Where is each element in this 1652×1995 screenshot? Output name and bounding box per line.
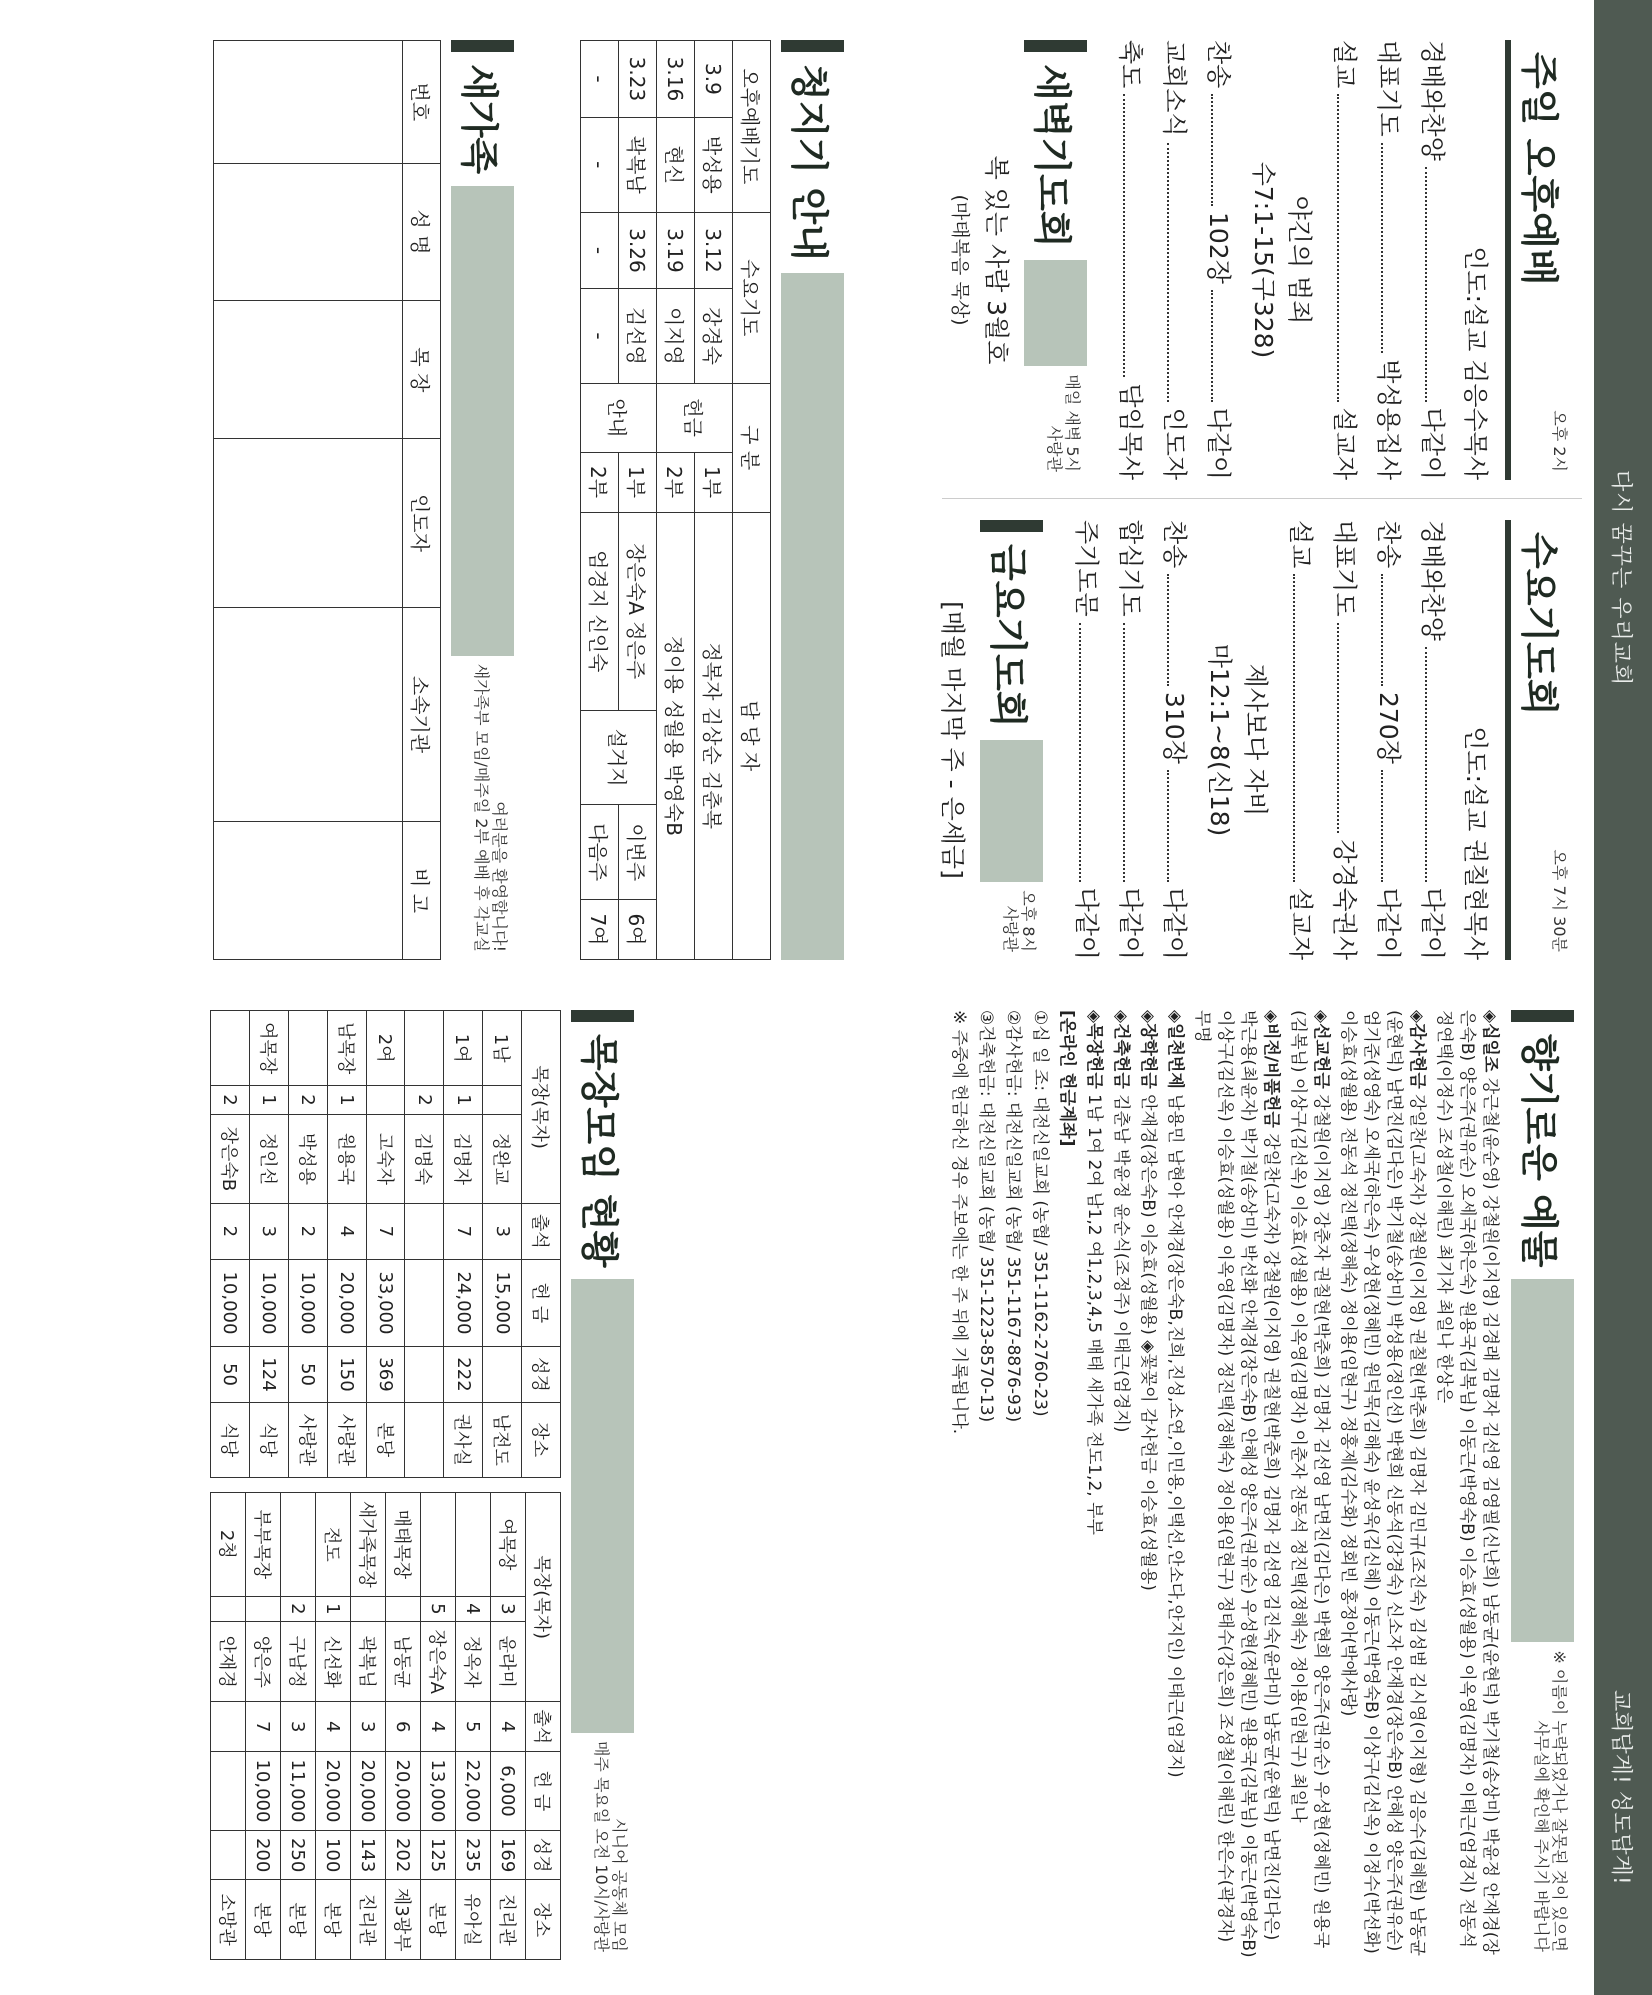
cell-off: 10,000 — [211, 1259, 250, 1347]
section-title: 새가족 — [457, 64, 501, 175]
table-row: - - - - 2부 엄경지 신인숙 다음주 7여 — [581, 41, 619, 960]
cell-att: 4 — [327, 1204, 366, 1259]
section-title: 수요기도회 — [1517, 532, 1561, 716]
table-row — [281, 1493, 316, 1960]
cell-name: 양은주 — [246, 1622, 281, 1702]
sermon-ref: 마12:1~8(신18) — [1205, 643, 1234, 837]
cell-place: 본당 — [246, 1880, 281, 1960]
cell-g — [405, 1011, 444, 1086]
table-row — [386, 1493, 421, 1960]
section-header — [1505, 520, 1574, 960]
cell-place: 사랑관 — [327, 1402, 366, 1477]
section-title: 주일 오후예배 — [1517, 52, 1561, 286]
cell-name: 김명숙 — [405, 1114, 444, 1204]
cell-name: 김명자 — [444, 1114, 483, 1204]
order-item: 설교 설교자 — [1330, 40, 1359, 480]
account-line: ②감사헌금: 대전신일교회 (농협/ 351-1167-8876-93) — [1003, 1010, 1023, 1423]
cell-g: 여목장 — [491, 1493, 526, 1597]
section-title: 금요기도회 — [986, 544, 1030, 728]
cell-bible: 169 — [491, 1830, 526, 1880]
order-item: 설교 설교자 — [1286, 520, 1315, 960]
cell-bible — [483, 1347, 522, 1402]
cell-off: 20,000 — [316, 1752, 351, 1831]
cell-att: 7 — [366, 1204, 405, 1259]
cell-n: 2 — [288, 1086, 327, 1114]
cell-n: 1 — [316, 1596, 351, 1621]
leader: 인도:설교 권칠현목사 — [1461, 726, 1490, 960]
section-note: 시니어 공동체 모임 매주 목요일 오전 10시/사랑관 — [592, 1740, 629, 1952]
cell-g: 1남 — [483, 1011, 522, 1086]
cell-bible: 235 — [456, 1830, 491, 1880]
cell-header — [571, 1010, 634, 1960]
order-item: 주기도문 다같이 — [1072, 520, 1101, 960]
account-line: ①십 일 조: 대전신일교회 (농협/ 351-1162-2760-23) — [1030, 1010, 1050, 1417]
duty-header — [781, 40, 844, 960]
offering-header — [1511, 1010, 1574, 1960]
cell-att: 3 — [351, 1702, 386, 1752]
cell-g: 남목장 — [327, 1011, 366, 1086]
table-row: 3.9 박성용 3.12 강경숙 헌금 1부 정복자 김상순 김춘복 — [695, 41, 733, 960]
table-row: 3.16 현신 3.19 이지영 2부 정이용 성월용 박영숙B — [657, 41, 695, 960]
cell-name: 구남정 — [281, 1622, 316, 1702]
offering-paragraph: ◈선교헌금 강철원(이지영) 강춘자 권칠현(박춘희) 김명자 김선영 남면진(김다은) 박현희 양은주(권유순) 우성현(정혜민) 원용국(김복님) 이상구(김선옥) 이승효(성월용) 이옥영(김명자) 이춘자 전동석 정진택(정해숙) 정이용(임현구) 최일나 — [1288, 1010, 1331, 1949]
section-note: 여러분을 환영합니다! 새가족부 모임/매주일 2부 예배 후 각교실 — [472, 663, 509, 952]
cell-off: 11,000 — [281, 1752, 316, 1831]
cell-section — [210, 1010, 642, 1960]
leader: 인도:설교 김응수목사 — [1461, 246, 1490, 480]
cell-n: 2 — [281, 1596, 316, 1621]
order-item: 찬송 270장 다같이 — [1374, 520, 1403, 961]
order-item: 대표기도 박성용집사 — [1374, 40, 1403, 480]
cell-bible: 125 — [421, 1830, 456, 1880]
account-line: ③건축헌금: 대전신일교회 (농협/ 351-1223-8570-13) — [976, 1010, 996, 1423]
table-row — [491, 1493, 526, 1960]
cell-att: 3 — [281, 1702, 316, 1752]
cell-name: 정옥자 — [456, 1622, 491, 1702]
cell-g: 2여 — [366, 1011, 405, 1086]
cell-g: 2청 — [211, 1493, 246, 1597]
cell-n — [386, 1596, 421, 1621]
cell-n: 4 — [456, 1596, 491, 1621]
cell-n — [483, 1086, 522, 1114]
cell-off: 13,000 — [421, 1752, 456, 1831]
cell-off: 10,000 — [288, 1259, 327, 1347]
cell-place: 본당 — [281, 1880, 316, 1960]
order-item: 대표기도 강경숙권사 — [1330, 520, 1359, 960]
cell-att: 4 — [491, 1702, 526, 1752]
cell-g: 1여 — [444, 1011, 483, 1086]
table-row — [351, 1493, 386, 1960]
cell-name: 원용국 — [327, 1114, 366, 1204]
cell-bible: 143 — [351, 1830, 386, 1880]
cell-g: 매태목장 — [386, 1493, 421, 1597]
cell-g: 전도 — [316, 1493, 351, 1597]
dawn-header — [1024, 40, 1087, 480]
cell-bible: 369 — [366, 1347, 405, 1402]
table-row — [421, 1493, 456, 1960]
cell-place: 식당 — [249, 1402, 288, 1477]
cell-off: 10,000 — [249, 1259, 288, 1347]
newfamily-header — [451, 40, 514, 960]
column-divider — [942, 498, 1582, 499]
cell-off: 6,000 — [491, 1752, 526, 1831]
cell-att: 5 — [456, 1702, 491, 1752]
offering-paragraph: ◈목장헌금 1남 1여 2여 남1,2 여1,2,3,4,5 매태 새가족 전도1,2, 부부 — [1084, 1010, 1104, 1535]
order-item: 교회소식 인도자 — [1160, 40, 1189, 480]
cell-name: 신선화 — [316, 1622, 351, 1702]
cell-att: 7 — [444, 1204, 483, 1259]
cell-place: 식당 — [211, 1402, 250, 1477]
cell-att: 2 — [211, 1204, 250, 1259]
cell-bible: 100 — [316, 1830, 351, 1880]
section-title: 청지기 안내 — [787, 64, 831, 261]
section-time: 오후 7시 30분 — [1550, 849, 1569, 952]
table-row — [211, 1011, 250, 1478]
offering-paragraph: ◈비전/비품헌금 강일찬(고숙자) 강철원(이지영) 권칠현(박춘희) 김명자 김선영 김진숙(윤라미) 남동균(윤현덕) 남면진(김다은) 박근용(최윤자) 박기철(송상미) 박선화 안재경(장은숙B) 안혜성 양은주(권유순) 우성현(정혜민) 원용국(김복님) 이동근(박영숙B) 이상구(김선옥) 이승효(성월용) 이옥영(김명자) 정진택(정해숙) 정이용(임현구) 정태수(강은희) 조성철(이해린) 한은수(곽경자) 무명 — [1192, 1010, 1281, 1958]
cell-g — [421, 1493, 456, 1597]
cell-g — [211, 1011, 250, 1086]
friday-header — [980, 520, 1043, 960]
cell-bible: 50 — [211, 1347, 250, 1402]
offering-paragraph: ◈건축헌금 김춘남 박윤정 윤순식(조정주) 이태근(엄경지) — [1111, 1010, 1131, 1433]
cell-n — [246, 1596, 281, 1621]
duty-table: 오후예배기도 수요기도 구 분 담 당 자 3.9 박성용 3.12 강경숙 헌금 1부 정복자 김상순 김춘복 3.16 현신 3.19 이지영 2부 정이용 성월용 박영숙B 3.23 곽복남 3.26 김선영 안내 1부 장은숙A 정은주 설거지 이번주 6여 - - - - 2부 엄경지 신인숙 다음주 7여 — [580, 40, 771, 960]
table-row — [214, 41, 403, 960]
table-row — [246, 1493, 281, 1960]
newfamily-section — [213, 40, 522, 960]
cell-att: 4 — [316, 1702, 351, 1752]
cell-n: 2 — [211, 1086, 250, 1114]
table-row — [456, 1493, 491, 1960]
header-left: 다시 꿈꾸는 우리교회 — [1608, 470, 1633, 687]
cell-name: 안재경 — [211, 1622, 246, 1702]
cell-place: 본당 — [366, 1402, 405, 1477]
section-note: ※ 이름이 누락되었거나 잘못된 것이 있으면 사무실에 확인해 주시기 바랍니다 — [1532, 1650, 1569, 1952]
cell-place: 권사실 — [444, 1402, 483, 1477]
cell-n: 1 — [249, 1086, 288, 1114]
cell-place: 소망관 — [211, 1880, 246, 1960]
sermon-ref: 수7:1-15(구328) — [1249, 161, 1278, 359]
offering-paragraph: ◈장학헌금 안재경(장은숙B) 이승효(성월용) ◈꽃꽂이 감사헌금 이승효(성월용) — [1138, 1010, 1158, 1591]
top-banner — [1594, 0, 1652, 1995]
cell-place: 유아실 — [456, 1880, 491, 1960]
cell-name: 남동균 — [386, 1622, 421, 1702]
cell-place: 본당 — [421, 1880, 456, 1960]
table-row — [366, 1011, 405, 1478]
cell-off: 33,000 — [366, 1259, 405, 1347]
cell-g: 부부목장 — [246, 1493, 281, 1597]
section-time: 오후 2시 — [1550, 410, 1569, 472]
table-row — [288, 1011, 327, 1478]
cell-name: 장은숙A — [421, 1622, 456, 1702]
cell-g: 여목장 — [249, 1011, 288, 1086]
cell-n: 1 — [327, 1086, 366, 1114]
online-title: [온라인 헌금계좌] — [1057, 1010, 1077, 1147]
table-row — [249, 1011, 288, 1478]
table-row — [405, 1011, 444, 1478]
cell-n — [211, 1596, 246, 1621]
cell-bible: 50 — [288, 1347, 327, 1402]
table-row — [316, 1493, 351, 1960]
section-time: 오후 8시 사랑관 — [1001, 890, 1038, 952]
cell-bible: 202 — [386, 1830, 421, 1880]
offering-section — [943, 1010, 1582, 1960]
cell-name: 윤라미 — [491, 1622, 526, 1702]
cell-n: 2 — [405, 1086, 444, 1114]
cell-bible: 150 — [327, 1347, 366, 1402]
cell-place: 본당 — [316, 1880, 351, 1960]
order-item: 합심기도 다같이 — [1116, 520, 1145, 960]
offering-note: ※ 주중에 헌금하신 경우 주보에는 한 주 뒤에 기록됩니다. — [949, 1010, 969, 1435]
order-item: 찬송 102장 다같이 — [1204, 40, 1233, 481]
cell-bible — [405, 1347, 444, 1402]
cell-name: 정인선 — [249, 1114, 288, 1204]
cell-bible: 222 — [444, 1347, 483, 1402]
cell-place: 진리관 — [351, 1880, 386, 1960]
table-row — [327, 1011, 366, 1478]
order-item: 축도 담임목사 — [1116, 40, 1145, 480]
cell-off: 20,000 — [386, 1752, 421, 1831]
order-list — [1327, 40, 1449, 480]
cell-g: 새가족목장 — [351, 1493, 386, 1597]
sermon-title: 야긴의 범죄 — [1285, 195, 1314, 325]
newfamily-table: 번호 성 명 목 장 인도자 소속기관 비 고 — [213, 40, 441, 960]
cell-att — [211, 1702, 246, 1752]
cell-att: 3 — [483, 1204, 522, 1259]
cell-place: 사랑관 — [288, 1402, 327, 1477]
wednesday-section — [934, 520, 1582, 960]
cell-table-left: 목장(목자) 출석 헌 금 성경 장소 1남 정완교 3 15,000 남전도 1여 1 김명자 7 24,000 222 권사실 2 김명숙 2여 고숙자 7 33,000 369 본당 남목장 1 원용국 4 20,000 150 사랑관 2 박성용 2 10,000 50 사랑관 여목장 1 정인선 3 10,000 124 식당 2 장은숙B 2 10,000 50 식당 — [210, 1010, 561, 1478]
cell-bible: 250 — [281, 1830, 316, 1880]
cell-att: 3 — [249, 1204, 288, 1259]
cell-n — [366, 1086, 405, 1114]
cell-g — [456, 1493, 491, 1597]
table-row — [444, 1011, 483, 1478]
cell-bible: 124 — [249, 1347, 288, 1402]
order-item: 경배와찬양 다같이 — [1418, 40, 1447, 480]
table-row: 3.23 곽복남 3.26 김선영 안내 1부 장은숙A 정은주 설거지 이번주 6여 — [619, 41, 657, 960]
cell-name: 곽복님 — [351, 1622, 386, 1702]
cell-off: 20,000 — [327, 1259, 366, 1347]
table-row — [483, 1011, 522, 1478]
cell-place — [405, 1402, 444, 1477]
cell-g — [281, 1493, 316, 1597]
cell-bible: 200 — [246, 1830, 281, 1880]
cell-att: 2 — [288, 1204, 327, 1259]
friday-text: [매월 마지막 주 - 은세금] — [938, 601, 967, 879]
cell-name: 장은숙B — [211, 1114, 250, 1204]
section-header — [1505, 40, 1574, 480]
cell-bible — [211, 1830, 246, 1880]
cell-off — [211, 1752, 246, 1831]
cell-n — [351, 1596, 386, 1621]
order-item: 경배와찬양 다같이 — [1418, 520, 1447, 960]
duty-section — [580, 40, 852, 960]
offering-paragraph: ◈십일조 강근철(윤순영) 강철원(이지영) 김경래 김명자 김선영 김영필(신난희) 남동균(윤현덕) 박기철(송상미) 박윤정 안재경(장은숙B) 양은주(권유순) 오세국(하은숙) 원용국(김복님) 이동근(박영숙B) 이승효(성월용) 이옥영(김명자) 이태근(엄경지) 전동석 정연택(이정수) 조성철(이해린) 최기자 최일나 한상은 — [1434, 1010, 1500, 1955]
cell-name: 박성용 — [288, 1114, 327, 1204]
cell-off: 20,000 — [351, 1752, 386, 1831]
cell-off: 15,000 — [483, 1259, 522, 1347]
cell-name: 정완교 — [483, 1114, 522, 1204]
sermon-title: 제사보다 자비 — [1241, 663, 1270, 817]
dawn-subtext: (마태복음 묵상) — [949, 194, 971, 326]
cell-off: 10,000 — [246, 1752, 281, 1831]
cell-n: 1 — [444, 1086, 483, 1114]
cell-n: 3 — [491, 1596, 526, 1621]
offering-paragraph: ◈일천번제 남용민 남현아 안재경(장은숙B,진희,진성,소연,이민용,이택선,안소다,안지인) 이태근(엄경지) — [1165, 1010, 1185, 1778]
section-title: 향기로운 예물 — [1517, 1034, 1561, 1268]
cell-g — [288, 1011, 327, 1086]
cell-att: 6 — [386, 1702, 421, 1752]
cell-place: 진리관 — [491, 1880, 526, 1960]
cell-n: 5 — [421, 1596, 456, 1621]
order-item: 찬송 310장 다같이 — [1160, 520, 1189, 961]
section-title: 목장모임 현황 — [577, 1034, 621, 1268]
cell-att: 4 — [421, 1702, 456, 1752]
cell-off: 22,000 — [456, 1752, 491, 1831]
offering-paragraph: ◈감사헌금 강일찬(고숙자) 강철원(이지영) 권칠현(박춘희) 김명자 김민규(조진숙) 김성범 김시영(이지형) 김응수(김혜현) 남동균(윤현덕) 남면진(김다은) 박기철(송상미) 박성용(정인선) 박현희 신동석(강경숙) 신소자 안재경(장은숙B) 안혜성 양은주(권유순) 엄기준(성영숙) 오세국(하은숙) 우성현(정혜민) 원덕묵(김해숙) 윤성욱(김신혜) 이동근(박영숙B) 이상구(김선옥) 이정수(박선화) 이승효(성월용) 전동석 정진택(정해숙) 정이용(임현구) 정홍제(김수화) 정회빈 홍정아(박애사랑) — [1338, 1010, 1427, 1956]
section-title: 새벽기도회 — [1030, 64, 1074, 248]
cell-att: 7 — [246, 1702, 281, 1752]
dawn-text: 복 있는 사람 3월호 — [982, 155, 1011, 365]
cell-name: 고숙자 — [366, 1114, 405, 1204]
section-time: 매일 새벽 5시 사랑관 — [1045, 374, 1082, 472]
cell-att — [405, 1204, 444, 1259]
table-row — [211, 1493, 246, 1960]
cell-off — [405, 1259, 444, 1347]
cell-place: 남전도 — [483, 1402, 522, 1477]
cell-off: 24,000 — [444, 1259, 483, 1347]
cell-place: 제3광부 — [386, 1880, 421, 1960]
cell-table-right: 목장(목자) 출석 헌 금 성경 장소 여목장 3 윤라미 4 6,000 169 진리관 4 정옥자 5 22,000 235 유아실 5 장은숙A 4 13,000 125 본당 매태목장 남동균 6 20,000 202 제3광부 새가족목장 곽복님 3 20,000 143 진리관 전도 1 신선화 4 20,000 100 본당 2 구남정 3 11,000 250 본당 부부목장 양은주 7 10,000 200 본당 2청 안재경 소망관 — [210, 1492, 561, 1960]
header-right: 교회답게! 성도답게! — [1608, 1690, 1633, 1885]
sunday-pm-section — [942, 40, 1582, 480]
